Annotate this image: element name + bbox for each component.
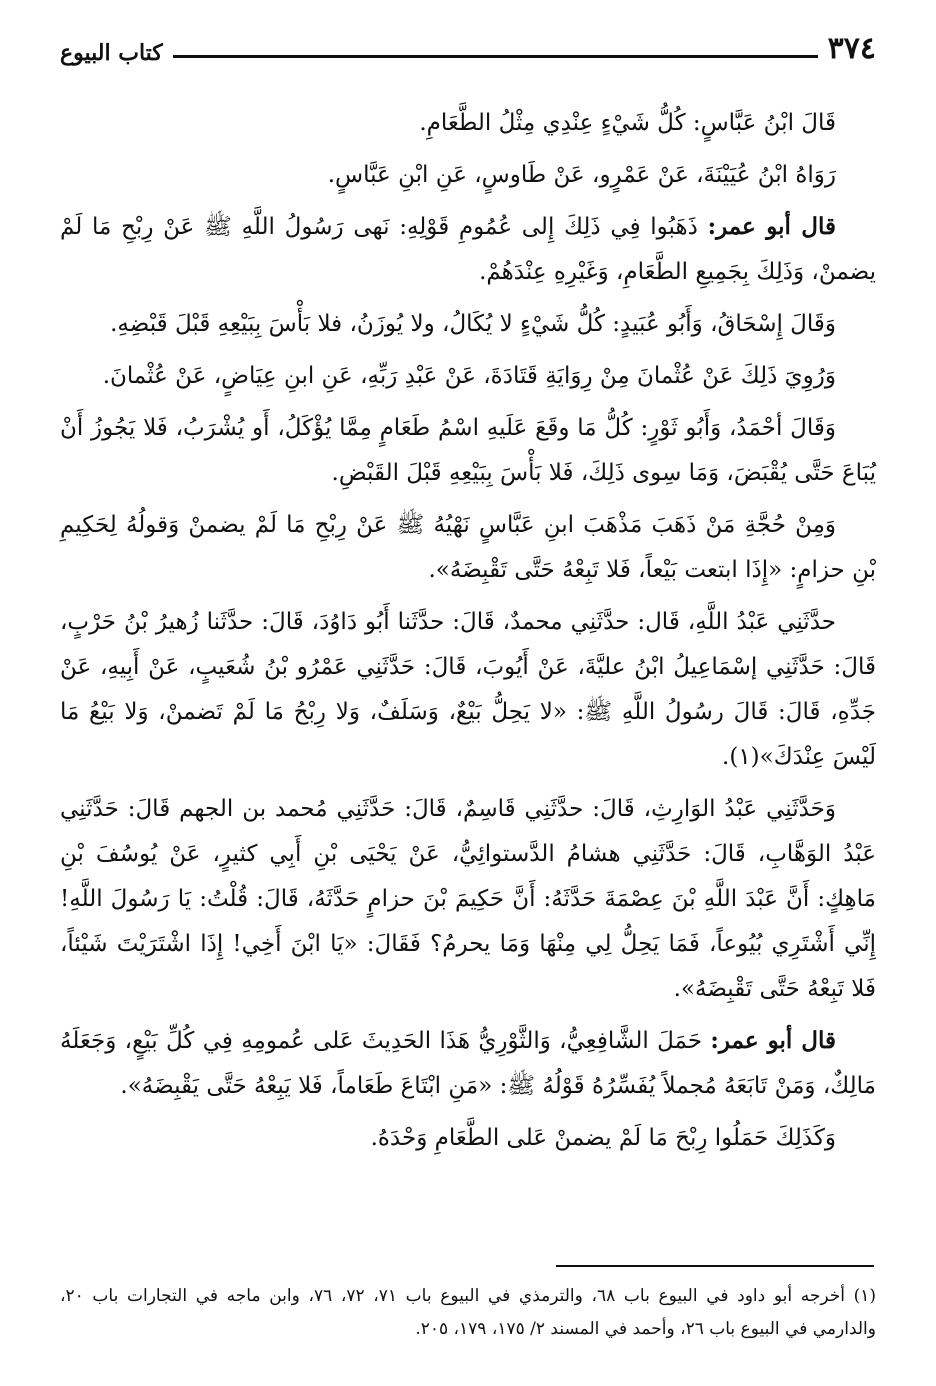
page-body [60, 100, 876, 1167]
paragraph-text: وَقَالَ أحْمَدُ، وَأَبُو ثَوْرٍ: كُلُّ مَا وقَعَ عَلَيهِ اسْمُ طَعَامٍ مِمَّا يُؤْكَلُ، أَو يُشْرَبُ، فَلا يَجُوزُ أَنْ يُبَاعَ حَتَّى يُقْبَضَ، وَمَا سِوى ذَلِكَ، فَلا بَأْسَ بِبَيْعِهِ قَبْلَ القَبْضِ. [60, 415, 876, 486]
paragraph-text: رَوَاهُ ابْنُ عُيَيْنَةَ، عَنْ عَمْرٍو، عَنْ طَاوسٍ، عَنِ ابْنِ عَبَّاسٍ. [327, 162, 836, 188]
paragraph [60, 301, 876, 347]
paragraph [60, 204, 876, 295]
paragraph [60, 1018, 876, 1109]
paragraph-text: حدَّثَنِي عَبْدُ اللَّهِ، قَال: حدَّثَنِي محمدٌ، قَالَ: حدَّثَنا أَبُو دَاوُدَ، قَالَ: حدَّثَنا زُهيرُ بْنُ حَرْبٍ، قَالَ: حَدَّثَنِي إسْمَاعِيلُ ابْنُ عليَّةَ، عَنْ أَيُوبَ، قَالَ: حَدَّثَنِي عَمْرُو بْنُ شُعَيبٍ، عَنْ أَبِيهِ، عَنْ جَدِّهِ، قَالَ: قَالَ رسُولُ اللَّهِ ﷺ: «لا يَحِلُّ بَيْعٌ، وَسَلَفٌ، وَلا رِبْحُ مَا لَمْ تَضمنْ، وَلا بَيْعُ مَا لَيْسَ عِنْدَكَ»(١). [60, 609, 876, 770]
page-number: ٣٧٤ [827, 31, 876, 66]
paragraph [60, 786, 876, 1012]
paragraph-text: وَمِنْ حُجَّةِ مَنْ ذَهَبَ مَذْهَبَ ابنِ عَبَّاسٍ نَهْيُهُ ﷺ عَنْ رِبْحِ مَا لَمْ يضمنْ وَقولُهُ لِحَكِيمِ بْنِ حزامٍ: «إِذَا ابتعت بَيْعاً، فَلا تَبِعْهُ حَتَّى تَقْبِضَهُ». [60, 512, 876, 583]
page-header [60, 22, 876, 64]
paragraph [60, 502, 876, 593]
footnote-divider [556, 1265, 874, 1267]
paragraph [60, 1115, 876, 1161]
paragraph [60, 100, 876, 146]
paragraph-lead: قال أبو عمر: [707, 213, 836, 240]
paragraph-text: وَقَالَ إِسْحَاقُ، وَأَبُو عُبَيدٍ: كُلُّ شَيْءٍ لا يُكَالُ، ولا يُوزَنُ، فلا بَأْسَ بِبَيْعِهِ قَبْلَ قَبْضِهِ. [110, 311, 836, 337]
book-title: كتاب البيوع [60, 40, 163, 66]
paragraph-text: قَالَ ابْنُ عَبَّاسٍ: كُلُّ شَيْءٍ عِنْدِي مِثْلُ الطَّعَامِ. [419, 110, 836, 136]
paragraph-text: ذَهَبُوا فِي ذَلِكَ إِلى عُمُومِ قَوْلِهِ: نَهى رَسُولُ اللَّهِ ﷺ عَنْ رِبْحِ مَا لَمْ يضمنْ، وَذَلِكَ بِجَمِيعِ الطَّعَامِ، وَغَيْرِهِ عِنْدَهُمْ. [60, 214, 876, 285]
paragraph [60, 152, 876, 198]
paragraph-text: وَحَدَّثَنِي عَبْدُ الوَارِثِ، قَالَ: حدَّثَنِي قَاسِمٌ، قَالَ: حَدَّثَنِي مُحمد بن الجهم قَالَ: حَدَّثَنِي عَبْدُ الوَهَّابِ، قَالَ: حَدَّثَنِي هشامُ الدَّستوائِيُّ، عَنْ يَحْيَى بْنِ أَبِي كثيرٍ، عَنْ يُوسُفَ بْنِ مَاهِكٍ: أَنَّ عَبْدَ اللَّهِ بْنَ عِصْمَةَ حَدَّثَهُ: أَنَّ حَكِيمَ بْنَ حزامٍ حَدَّثَهُ، قَالَ: قُلْتُ: يَا رَسُولَ اللَّهِ! إِنِّي أَشْتَرِي بُيُوعاً، فَمَا يَحِلُّ لِي مِنْهَا وَمَا يحرمُ؟ فَقَالَ: «يَا ابْنَ أَخِي! إِذَا اشْتَرَيْتَ شَيْئاً، فَلا تَبِعْهُ حَتَّى تَقْبِضَهُ». [60, 796, 876, 1002]
paragraph [60, 405, 876, 496]
paragraph-lead: قال أبو عمر: [710, 1027, 836, 1054]
paragraph-text: وَرُوِيَ ذَلِكَ عَنْ عُثْمانَ مِنْ رِوَايَةِ قَتَادَةَ، عَنْ عَبْدِ رَبِّهِ، عَنِ ابنِ عِيَاضٍ، عَنْ عُثْمانَ. [102, 363, 836, 389]
paragraph [60, 353, 876, 399]
footnote: (١) أخرجه أبو داود في البيوع باب ٦٨، والترمذي في البيوع باب ٧١، ٧٢، ٧٦، وابن ماجه في التجارات باب ٢٠، والدارمي في البيوع باب ٢٦، وأحمد في المسند ٢/ ١٧٥، ١٧٩، ٢٠٥. [60, 1286, 877, 1339]
paragraph [60, 599, 876, 780]
header-rule [173, 55, 818, 58]
paragraph-text: وَكَذَلِكَ حَمَلُوا رِبْحَ مَا لَمْ يضمنْ عَلى الطَّعَامِ وَحْدَهُ. [370, 1125, 836, 1151]
paragraph-text: حَمَلَ الشَّافِعِيُّ، وَالثَّوْرِيُّ هَذَا الحَدِيثَ عَلى عُمومِهِ فِي كُلِّ بَيْعٍ، وَجَعَلَهُ مَالِكٌ، وَمَنْ تَابَعَهُ مُجملاً يُفَسِّرُهُ قَوْلُهُ ﷺ: «مَنِ ابْتَاعَ طَعَاماً، فَلا يَبِعْهُ حَتَّى يَقْبِضَهُ». [60, 1028, 876, 1099]
